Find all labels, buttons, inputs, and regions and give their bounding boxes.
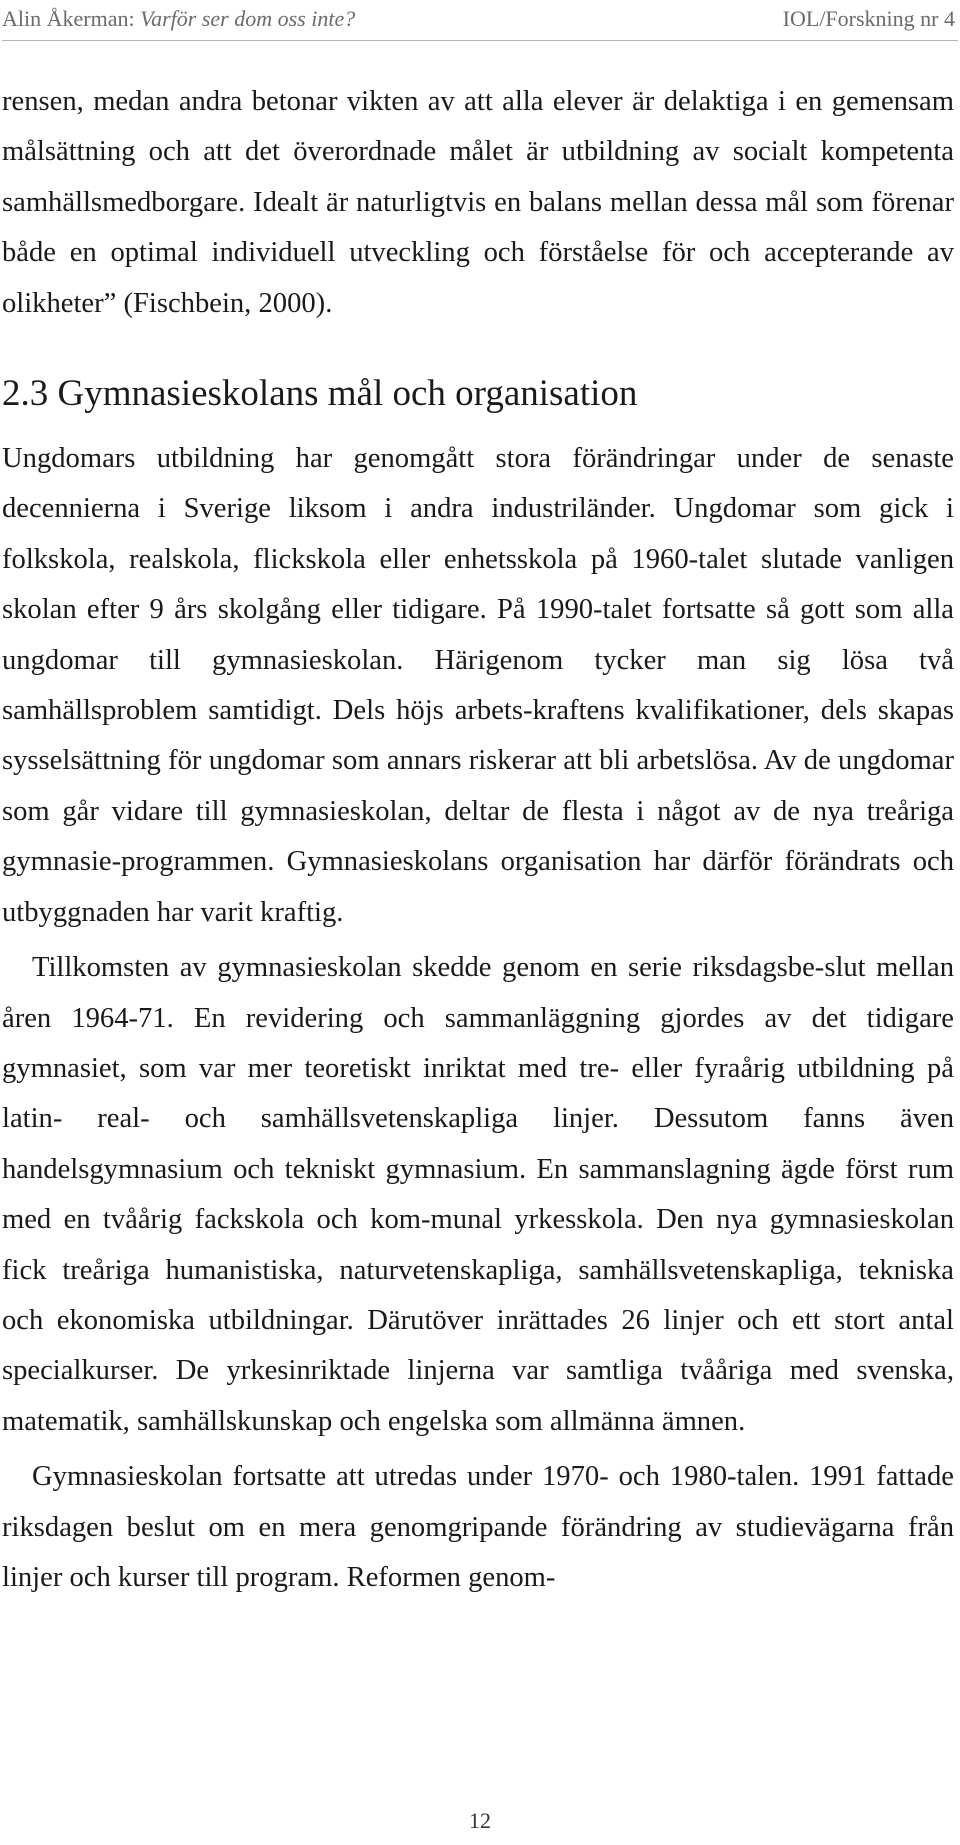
body-paragraph-2: Tillkomsten av gymnasieskolan skedde genom en serie riksdagsbe-slut mellan åren 1964-71. En revidering och sammanläggning gjordes av det tidigare gymnasiet, som var mer teoretiskt inriktat med tre- eller fyraårig utbildning på latin- real- och samhällsvetenskapliga linjer. Dessutom fanns även handelsgymnasium och tekniskt gymnasium. En sammanslagning ägde först rum med en tvåårig fackskola och kom-munal yrkesskola. Den nya gymnasieskolan fick treåriga humanistiska, naturvetenskapliga, samhällsvetenskapliga, tekniska och ekonomiska utbildningar. Därutöver inrättades 26 linjer och ett stort antal specialkurser. De yrkesinriktade linjerna var samtliga tvååriga med svenska, matematik, samhällskunskap och engelska som allmänna ämnen. <box>2 952 954 1437</box>
body-paragraph-3: Gymnasieskolan fortsatte att utredas under 1970- och 1980-talen. 1991 fattade riksdagen beslut om en mera genomgripande förändring av studievägarna från linjer och kurser till program. Reformen genom- <box>2 1461 954 1593</box>
header-author: Alin Åkerman: <box>2 6 135 31</box>
section-heading: 2.3 Gymnasieskolans mål och organisation <box>2 373 638 415</box>
page-number: 12 <box>469 1808 491 1833</box>
header-document-title: Varför ser dom oss inte? <box>140 6 356 31</box>
page-body <box>2 77 954 1603</box>
body-paragraph-1: Ungdomars utbildning har genomgått stora förändringar under de senaste decennierna i Sverige liksom i andra industriländer. Ungdomar som gick i folkskola, realskola, flickskola eller enhetsskola på 1960-talet slutade vanligen skolan efter 9 års skolgång eller tidigare. På 1990-talet fortsatte så gott som alla ungdomar till gymnasieskolan. Härigenom tycker man sig lösa två samhällsproblem samtidigt. Dels höjs arbets-kraftens kvalifikationer, dels skapas sysselsättning för ungdomar som annars riskerar att bli arbetslösa. Av de ungdomar som går vidare till gymnasieskolan, deltar de flesta i något av de nya treåriga gymnasie-programmen. Gymnasieskolans organisation har därför förändrats och utbyggnaden har varit kraftig. <box>2 443 954 928</box>
header-divider <box>2 40 958 41</box>
header-author-title <box>2 6 355 32</box>
header-series: IOL/Forskning nr 4 <box>782 6 955 31</box>
running-header <box>0 2 960 42</box>
intro-paragraph: rensen, medan andra betonar vikten av att alla elever är delaktiga i en gemensam målsättning och att det överordnade målet är utbildning av socialt kompetenta samhällsmedborgare. Idealt är naturligtvis en balans mellan dessa mål som förenar både en optimal individuell utveckling och förståelse för och accepterande av olikheter” (Fischbein, 2000). <box>2 86 954 319</box>
